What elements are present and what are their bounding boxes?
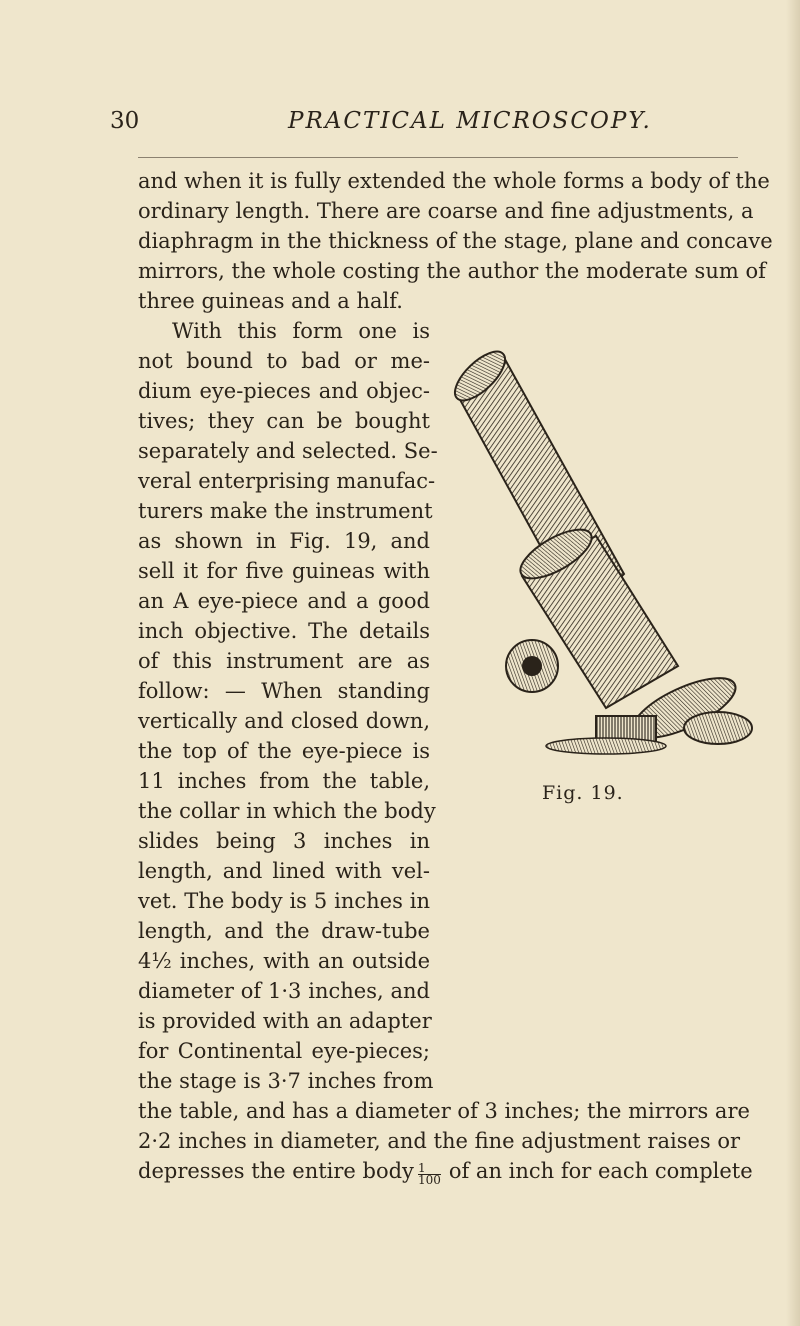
text-line: the collar in which the body [138, 799, 436, 823]
figure-caption: Fig. 19. [542, 782, 624, 804]
text-line: of this instrument are as [138, 649, 430, 673]
text-line: follow: — When standing [138, 679, 430, 703]
text-line: not bound to bad or me- [138, 349, 430, 373]
text-segment: depresses the entire body [138, 1159, 414, 1183]
text-line: 2·2 inches in diameter, and the fine adjustment raises or [138, 1129, 741, 1153]
text-line: sell it for five guineas with [138, 559, 430, 583]
text-line: With this form one is [172, 319, 430, 343]
text-line: vertically and closed down, [138, 709, 430, 733]
pillar-and-base [546, 712, 752, 754]
text-line: three guineas and a half. [138, 289, 403, 313]
text-line: an A eye-piece and a good [138, 589, 430, 613]
text-line: ordinary length. There are coarse and fine adjustments, a [138, 199, 754, 223]
fraction [418, 1163, 441, 1186]
text-line: inch objective. The details [138, 619, 430, 643]
text-line: length, and lined with vel- [138, 859, 430, 883]
page-number: 30 [110, 108, 140, 134]
text-line: as shown in Fig. 19, and [138, 529, 430, 553]
text-line: dium eye-pieces and objec- [138, 379, 430, 403]
running-header [100, 108, 736, 138]
text-line: 4½ inches, with an outside [138, 949, 430, 973]
text-line: separately and selected. Se- [138, 439, 438, 463]
microscope-illustration [446, 336, 756, 756]
text-line: diameter of 1·3 inches, and [138, 979, 430, 1003]
text-line: for Continental eye-pieces; [138, 1039, 430, 1063]
text-line: tives; they can be bought [138, 409, 430, 433]
fraction-numerator: 1 [417, 1161, 426, 1175]
text-line: length, and the draw-tube [138, 919, 430, 943]
text-line: 11 inches from the table, [138, 769, 430, 793]
fraction-denominator: 100 [417, 1173, 441, 1187]
running-title: PRACTICAL MICROSCOPY. [288, 108, 652, 134]
text-line: veral enterprising manufac- [138, 469, 436, 493]
page-edge-shadow [786, 0, 800, 1326]
text-line-with-fraction [138, 1156, 753, 1187]
text-segment: of an inch for each complete [448, 1159, 753, 1183]
text-line: turers make the instrument [138, 499, 433, 523]
text-line: and when it is fully extended the whole forms a body of the [138, 169, 770, 193]
header-rule [138, 157, 738, 158]
text-line: the table, and has a diameter of 3 inches; the mirrors are [138, 1099, 750, 1123]
text-line: the top of the eye-piece is [138, 739, 430, 763]
body-tube [506, 520, 678, 708]
text-line: the stage is 3·7 inches from [138, 1069, 434, 1093]
text-line: vet. The body is 5 inches in [138, 889, 430, 913]
text-line: mirrors, the whole costing the author the moderate sum of [138, 259, 766, 283]
text-line: is provided with an adapter [138, 1009, 432, 1033]
text-line: slides being 3 inches in [138, 829, 430, 853]
text-line: diaphragm in the thickness of the stage, plane and concave [138, 229, 773, 253]
